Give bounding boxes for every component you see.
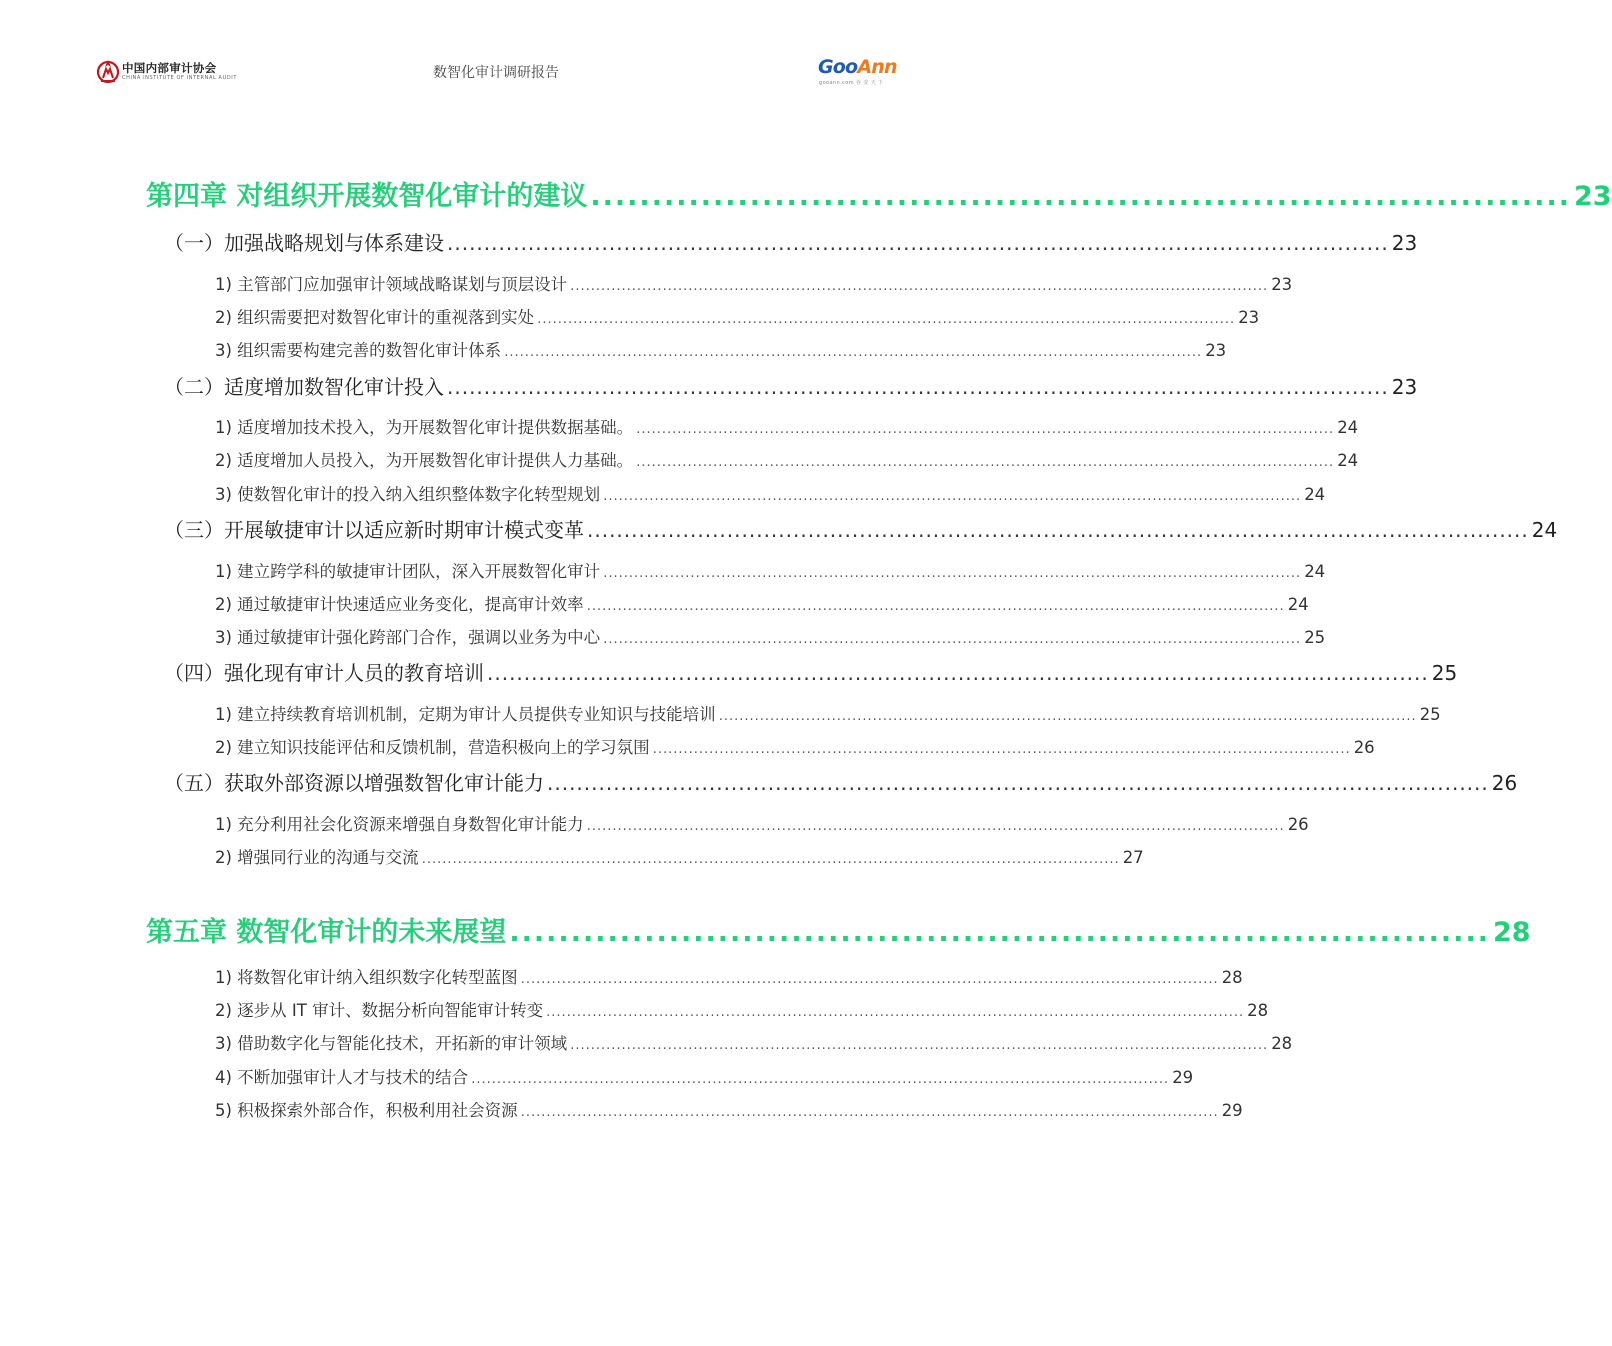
chapter-title: 第五章 数智化审计的未来展望 [146,917,507,948]
dot-leader: ................................................................................ [509,917,1490,948]
gooann-brand-goo: Goo [818,56,858,78]
dot-leader: ........................................................................................................................................ [570,279,1269,294]
item-title: 1) 适度增加技术投入，为开展数智化审计提供数据基础。 [215,418,634,437]
page-number: 24 [1304,485,1326,504]
item-title: 2) 增强同行业的沟通与交流 [215,848,419,867]
toc-item[interactable] [215,271,1293,295]
dot-leader: ................................................................................................................................ [447,375,1389,399]
item-title: 2) 适度增加人员投入，为开展数智化审计提供人力基础。 [215,451,634,470]
toc-section-4-5[interactable] [164,767,1518,797]
item-title: 2) 逐步从 IT 审计、数据分析向智能审计转变 [215,1001,544,1020]
item-title: 1) 充分利用社会化资源来增强自身数智化审计能力 [215,815,584,834]
toc-item[interactable] [215,701,1441,725]
page-number: 26 [1353,738,1375,757]
toc-item[interactable] [215,844,1144,868]
toc-section-4-4[interactable] [164,657,1458,687]
page-number: 24 [1337,418,1359,437]
toc-item[interactable] [215,591,1309,615]
section-title: （二）适度增加数智化审计投入 [164,375,444,399]
item-title: 3) 借助数字化与智能化技术，开拓新的审计领域 [215,1034,568,1053]
page-number: 24 [1337,451,1359,470]
item-title: 2) 通过敏捷审计快速适应业务变化，提高审计效率 [215,595,584,614]
page-number: 29 [1172,1068,1194,1087]
dot-leader: ........................................................................................................................................ [636,455,1335,470]
page-number: 26 [1491,771,1518,795]
page-header [0,0,992,100]
dot-leader: ........................................................................................................................................ [652,742,1351,757]
item-title: 3) 使数智化审计的投入纳入组织整体数字化转型规划 [215,485,601,504]
dot-leader: ........................................................................................................................................ [636,422,1335,437]
dot-leader: ........................................................................................................................................ [570,1038,1269,1053]
gooann-logo [818,56,908,88]
item-title: 1) 主管部门应加强审计领域战略谋划与顶层设计 [215,275,568,294]
toc-item[interactable] [215,481,1326,505]
item-title: 2) 建立知识技能评估和反馈机制，营造积极向上的学习氛围 [215,738,650,757]
gooann-brand [818,56,897,78]
toc-item[interactable] [215,734,1375,758]
dot-leader: ........................................................................................................................................ [586,819,1285,834]
page-number: 28 [1271,1034,1293,1053]
page-number: 25 [1431,661,1458,685]
toc-item[interactable] [215,558,1326,582]
toc-chapter-5[interactable] [146,910,1531,950]
dot-leader: ................................................................................................................................ [487,661,1429,685]
page-number: 26 [1287,815,1309,834]
dot-leader: ........................................................................................................................................ [603,566,1302,581]
page-number: 23 [1238,308,1260,327]
toc-section-4-2[interactable] [164,371,1418,401]
dot-leader: ........................................................................................................................................ [546,1005,1245,1020]
ciia-logo-en: CHINA INSTITUTE OF INTERNAL AUDIT [122,75,238,81]
dot-leader: ................................................................................................................................ [587,518,1529,542]
page-number: 23 [1391,231,1418,255]
section-title: （三）开展敏捷审计以适应新时期审计模式变革 [164,518,584,542]
toc-item[interactable] [215,624,1326,648]
dot-leader: ........................................................................................................................................ [586,599,1285,614]
page-number: 23 [1205,341,1227,360]
toc-section-4-3[interactable] [164,514,1558,544]
dot-leader: ................................................................................................................................ [547,771,1489,795]
page-number: 29 [1221,1101,1243,1120]
dot-leader: ........................................................................................................................................ [537,312,1236,327]
page-number: 27 [1122,848,1144,867]
dot-leader: ........................................................................................................................................ [603,489,1302,504]
toc-item[interactable] [215,1064,1194,1088]
dot-leader: ........................................................................................................................................ [421,852,1120,867]
toc-item[interactable] [215,414,1359,438]
gooann-brand-ann: Ann [857,56,897,78]
report-title: 数智化审计调研报告 [433,65,559,81]
item-title: 3) 通过敏捷审计强化跨部门合作，强调以业务为中心 [215,628,601,647]
dot-leader: ........................................................................................................................................ [603,632,1302,647]
page-number: 23 [1573,181,1612,212]
item-title: 1) 将数智化审计纳入组织数字化转型蓝图 [215,968,518,987]
section-title: （五）获取外部资源以增强数智化审计能力 [164,771,544,795]
page-number: 28 [1492,917,1531,948]
toc-item[interactable] [215,447,1359,471]
dot-leader: ........................................................................................................................................ [520,972,1219,987]
page-number: 24 [1287,595,1309,614]
toc-item[interactable] [215,1030,1293,1054]
item-title: 2) 组织需要把对数智化审计的重视落到实处 [215,308,535,327]
section-title: （四）强化现有审计人员的教育培训 [164,661,484,685]
page-number: 24 [1531,518,1558,542]
item-title: 3) 组织需要构建完善的数智化审计体系 [215,341,502,360]
page-number: 23 [1271,275,1293,294]
item-title: 4) 不断加强审计人才与技术的结合 [215,1068,469,1087]
page-number: 28 [1221,968,1243,987]
page-number: 28 [1247,1001,1269,1020]
dot-leader: ................................................................................................................................ [447,231,1389,255]
toc-item[interactable] [215,997,1269,1021]
page-number: 23 [1391,375,1418,399]
toc-item[interactable] [215,964,1243,988]
toc-chapter-4[interactable] [146,174,1612,214]
dot-leader: ........................................................................................................................................ [471,1072,1170,1087]
toc-item[interactable] [215,337,1227,361]
toc-item[interactable] [215,304,1260,328]
page-number: 25 [1419,705,1441,724]
dot-leader: ........................................................................................................................................ [718,709,1417,724]
page-number: 25 [1304,628,1326,647]
item-title: 1) 建立跨学科的敏捷审计团队，深入开展数智化审计 [215,562,601,581]
section-title: （一）加强战略规划与体系建设 [164,231,444,255]
dot-leader: ........................................................................................................................................ [520,1105,1219,1120]
toc-item[interactable] [215,811,1309,835]
item-title: 1) 建立持续教育培训机制，定期为审计人员提供专业知识与技能培训 [215,705,716,724]
toc-item[interactable] [215,1097,1243,1121]
chapter-title: 第四章 对组织开展数智化审计的建议 [146,181,588,212]
toc-section-4-1[interactable] [164,227,1418,257]
gooann-subtitle: gooann.com 谷 安 天 下 [819,80,884,86]
dot-leader: ................................................................................ [590,181,1571,212]
item-title: 5) 积极探索外部合作，积极利用社会资源 [215,1101,518,1120]
ciia-logo-cn: 中国内部审计协会 [122,61,217,75]
page-number: 24 [1304,562,1326,581]
dot-leader: ........................................................................................................................................ [504,345,1203,360]
